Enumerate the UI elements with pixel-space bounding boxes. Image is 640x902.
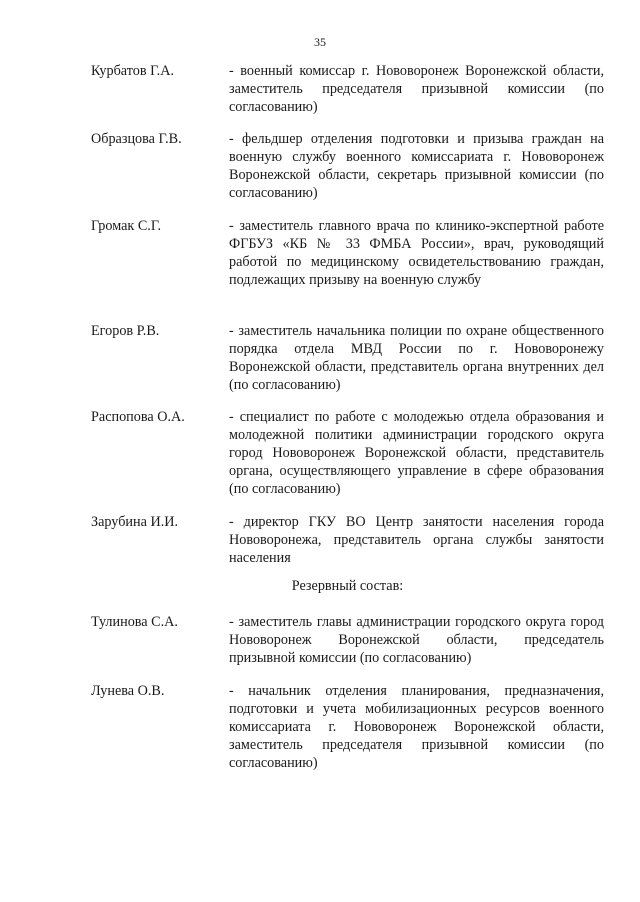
member-description: - директор ГКУ ВО Центр занятости населения города Нововоронежа, представитель органа службы занятости населения (229, 514, 604, 566)
member-name: Распопова О.А. (91, 409, 185, 425)
member-name: Образцова Г.В. (91, 131, 182, 147)
member-description: - заместитель главного врача по клинико-экспертной работе ФГБУЗ «КБ № 33 ФМБА России», врач, руководящий работой по медицинскому освидетельствованию граждан, подлежащих призыву на военную службу (229, 218, 604, 288)
member-description: - заместитель начальника полиции по охране общественного порядка отдела МВД России по г. Нововоронежу Воронежской области, представитель органа внутренних дел (по согласованию) (229, 323, 604, 393)
member-description: - фельдшер отделения подготовки и призыва граждан на военную службу военного комиссариата г. Нововоронеж Воронежской области, секретарь призывной комиссии (по согласованию) (229, 131, 604, 201)
member-description: - военный комиссар г. Нововоронеж Воронежской области, заместитель председателя призывной комиссии (по согласованию) (229, 63, 604, 115)
page-number: 35 (314, 35, 326, 49)
member-name: Громак С.Г. (91, 218, 161, 234)
member-name: Курбатов Г.А. (91, 63, 175, 79)
member-name: Лунева О.В. (91, 683, 165, 699)
member-name: Тулинова С.А. (91, 614, 178, 630)
member-description: - начальник отделения планирования, предназначения, подготовки и учета мобилизационных ресурсов военного комиссариата г. Нововоронеж Воронежской области, заместитель председателя призывной комиссии (по согласованию) (229, 683, 604, 771)
member-name: Егоров Р.В. (91, 323, 160, 339)
member-description: - специалист по работе с молодежью отдела образования и молодежной политики администрации городского округа город Нововоронеж Воронежской области, представитель органа, осуществляющего управление в сфере образования (по согласованию) (229, 409, 604, 497)
reserve-section-title: Резервный состав: (291, 578, 404, 594)
member-name: Зарубина И.И. (91, 514, 179, 530)
member-description: - заместитель главы администрации городского округа город Нововоронеж Воронежской области, председатель призывной комиссии (по согласованию) (229, 614, 604, 666)
